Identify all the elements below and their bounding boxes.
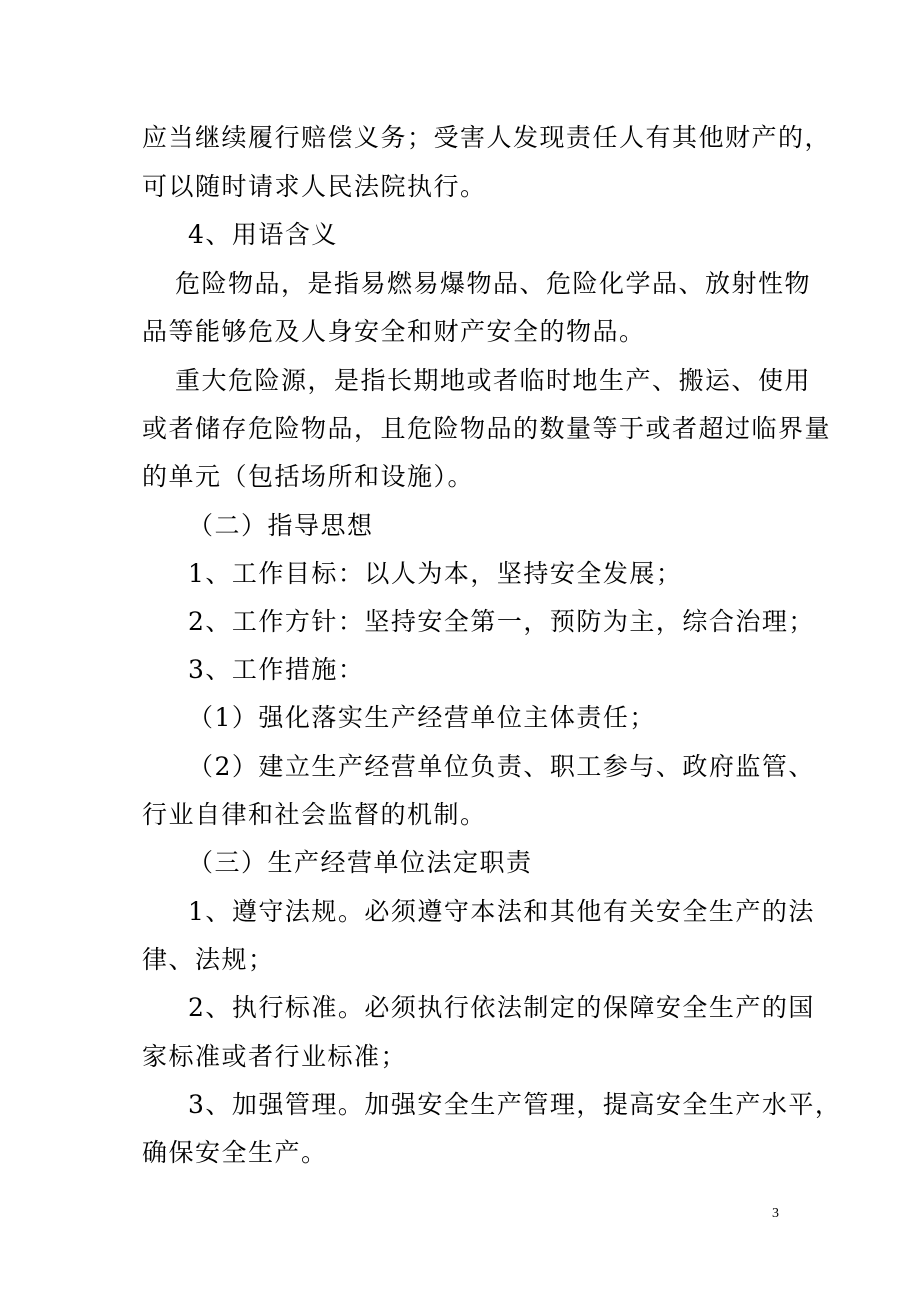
list-item: 1、工作目标：以人为本，坚持安全发展； — [188, 559, 683, 588]
list-item: （2）建立生产经营单位负责、职工参与、政府监管、 — [188, 752, 815, 781]
list-item: 2、工作方针：坚持安全第一，预防为主，综合治理； — [188, 607, 815, 636]
page-number: 3 — [772, 1206, 779, 1221]
section-heading: 4、用语含义 — [188, 220, 338, 249]
text-line: 应当继续履行赔偿义务；受害人发现责任人有其他财产的， — [142, 123, 832, 152]
text-line: 确保安全生产。 — [142, 1138, 328, 1167]
text-line: 律、法规； — [142, 945, 275, 974]
list-item: 2、执行标准。必须执行依法制定的保障安全生产的国 — [188, 993, 815, 1022]
list-item: 3、工作措施： — [188, 655, 365, 684]
text-line: 家标准或者行业标准； — [142, 1042, 408, 1071]
text-line: 或者储存危险物品，且危险物品的数量等于或者超过临界量 — [142, 414, 832, 443]
list-item: 1、遵守法规。必须遵守本法和其他有关安全生产的法 — [188, 897, 815, 926]
text-line: 的单元（包括场所和设施）。 — [142, 462, 475, 491]
text-line: 危险物品，是指易燃易爆物品、危险化学品、放射性物 — [175, 269, 812, 298]
list-item: （1）强化落实生产经营单位主体责任； — [188, 703, 656, 732]
text-line: 重大危险源，是指长期地或者临时地生产、搬运、使用 — [175, 366, 812, 395]
section-heading: （二）指导思想 — [188, 511, 374, 540]
section-heading: （三）生产经营单位法定职责 — [188, 848, 533, 877]
text-line: 可以随时请求人民法院执行。 — [142, 172, 487, 201]
text-line: 行业自律和社会监督的机制。 — [142, 800, 487, 829]
list-item: 3、加强管理。加强安全生产管理，提高安全生产水平， — [188, 1090, 842, 1119]
text-line: 品等能够危及人身安全和财产安全的物品。 — [142, 317, 646, 346]
